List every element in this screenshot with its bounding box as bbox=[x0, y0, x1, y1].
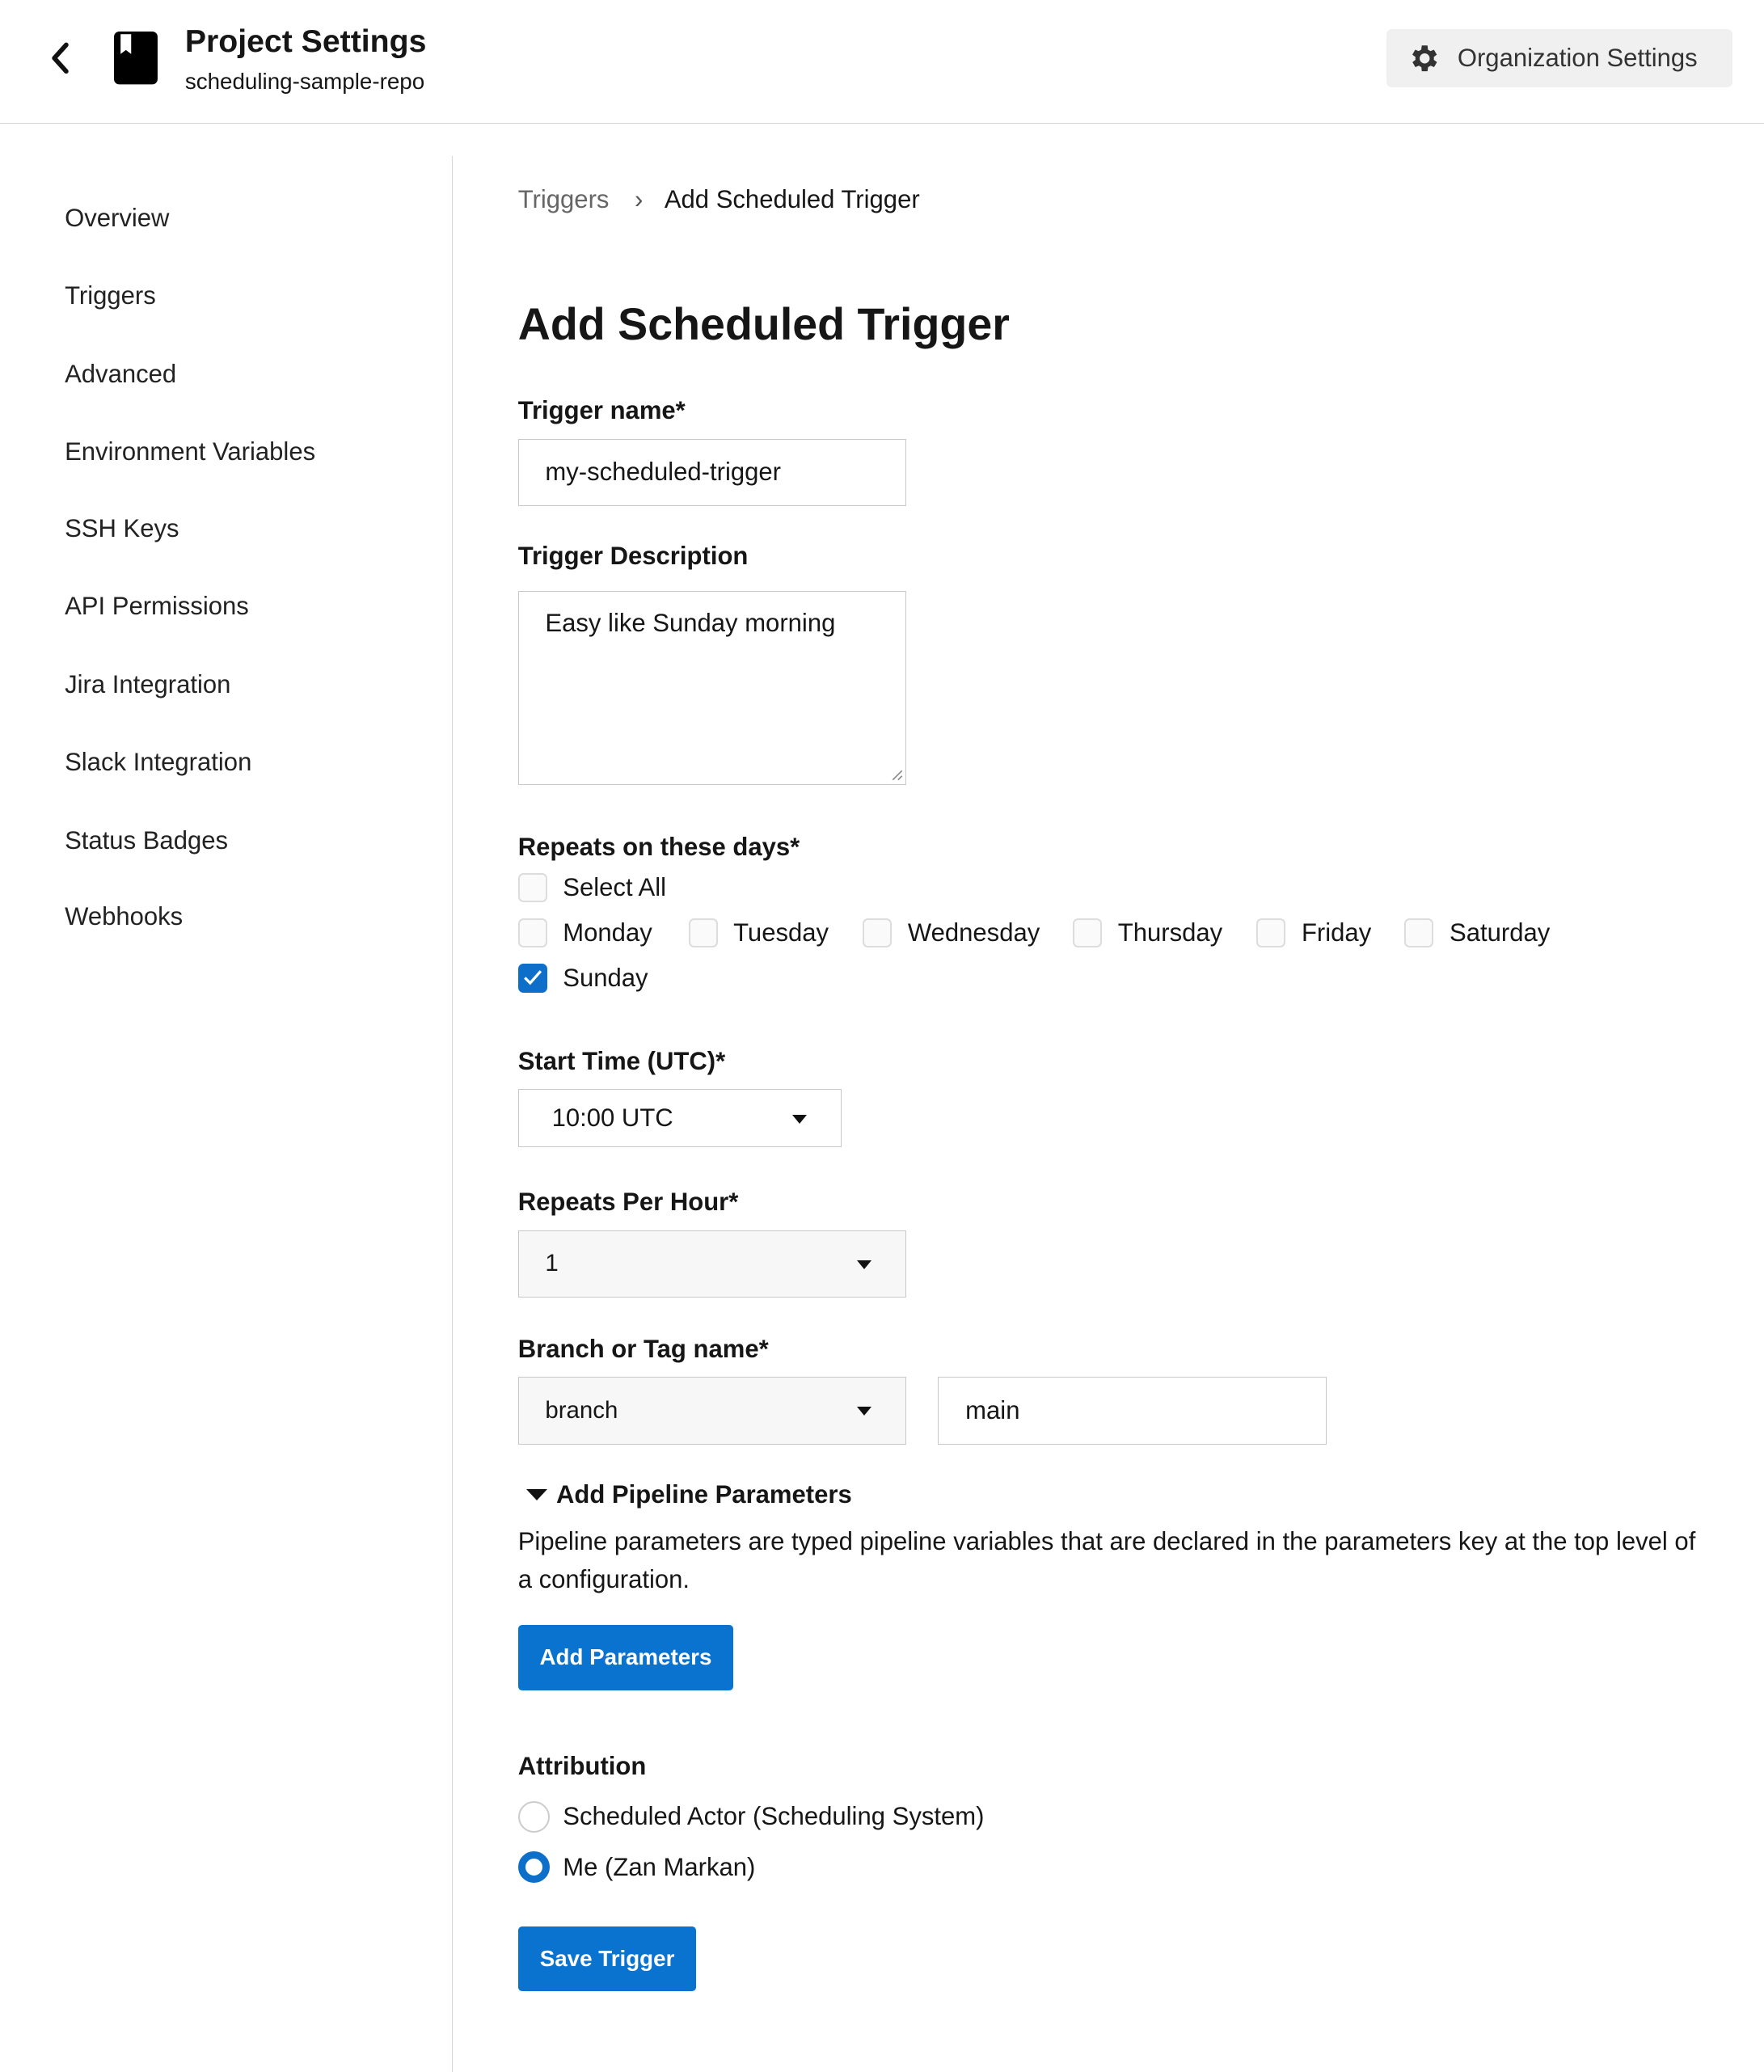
checkmark-icon bbox=[518, 964, 547, 993]
breadcrumb bbox=[518, 185, 920, 214]
repeats-per-hour-select[interactable] bbox=[518, 1230, 907, 1298]
trigger-description-label: Trigger Description bbox=[517, 542, 749, 571]
radio-label: Me (Zan Markan) bbox=[563, 1852, 756, 1881]
checkbox-box bbox=[863, 918, 892, 947]
trigger-description-text: Easy like Sunday morning bbox=[545, 608, 836, 637]
pipeline-parameters-toggle[interactable] bbox=[526, 1480, 852, 1509]
start-time-label: Start Time (UTC)* bbox=[517, 1046, 726, 1075]
pipeline-parameters-description: Pipeline parameters are typed pipeline variables that are declared in the parameters key at the top level of a configuration. bbox=[517, 1526, 1696, 1594]
breadcrumb-triggers-link[interactable]: Triggers bbox=[517, 184, 610, 213]
sidebar-item-advanced[interactable]: Advanced bbox=[65, 359, 177, 388]
select-all-label: Select All bbox=[563, 873, 666, 902]
day-checkbox-monday[interactable] bbox=[518, 918, 652, 947]
sidebar-item-api-permissions[interactable]: API Permissions bbox=[65, 592, 249, 621]
day-checkbox-thursday[interactable] bbox=[1073, 918, 1222, 947]
sidebar-item-jira-integration[interactable]: Jira Integration bbox=[65, 669, 231, 698]
sidebar-item-overview[interactable]: Overview bbox=[65, 203, 170, 232]
checkbox-box bbox=[689, 918, 718, 947]
start-time-value: 10:00 UTC bbox=[551, 1103, 673, 1132]
day-label: Sunday bbox=[563, 963, 648, 992]
gear-icon bbox=[1407, 41, 1441, 75]
organization-settings-button[interactable] bbox=[1386, 29, 1732, 87]
repeats-per-hour-label: Repeats Per Hour* bbox=[517, 1188, 739, 1217]
checkbox-box bbox=[1404, 918, 1433, 947]
attribution-radio-me[interactable] bbox=[518, 1851, 756, 1883]
day-checkbox-wednesday[interactable] bbox=[863, 918, 1040, 947]
caret-down-icon bbox=[857, 1407, 871, 1416]
checkbox-box bbox=[518, 918, 547, 947]
radio-label: Scheduled Actor (Scheduling System) bbox=[563, 1802, 985, 1831]
save-trigger-button[interactable]: Save Trigger bbox=[518, 1926, 697, 1991]
day-checkbox-saturday[interactable] bbox=[1404, 918, 1550, 947]
pipeline-parameters-label: Add Pipeline Parameters bbox=[555, 1479, 852, 1509]
sidebar-item-status-badges[interactable]: Status Badges bbox=[65, 825, 229, 855]
trigger-description-textarea[interactable] bbox=[518, 591, 907, 785]
day-checkbox-friday[interactable] bbox=[1256, 918, 1371, 947]
sidebar-item-webhooks[interactable]: Webhooks bbox=[65, 902, 184, 931]
day-label: Friday bbox=[1301, 918, 1372, 947]
day-label: Saturday bbox=[1450, 918, 1551, 947]
page-title: Add Scheduled Trigger bbox=[517, 299, 1010, 350]
day-checkbox-tuesday[interactable] bbox=[689, 918, 829, 947]
branch-type-select[interactable] bbox=[518, 1377, 907, 1444]
branch-tag-label: Branch or Tag name* bbox=[517, 1334, 769, 1363]
organization-settings-label: Organization Settings bbox=[1457, 43, 1698, 72]
repo-bookmark-icon bbox=[114, 32, 158, 84]
caret-down-icon bbox=[792, 1115, 807, 1124]
select-all-checkbox[interactable] bbox=[518, 873, 666, 902]
trigger-name-label: Trigger name* bbox=[517, 396, 686, 425]
checkbox-box bbox=[518, 873, 547, 902]
header bbox=[0, 0, 1764, 124]
sidebar-item-slack-integration[interactable]: Slack Integration bbox=[65, 748, 252, 777]
resize-handle-icon[interactable] bbox=[890, 768, 903, 781]
branch-type-value: branch bbox=[545, 1396, 618, 1424]
radio-circle-selected bbox=[518, 1851, 550, 1883]
day-label: Wednesday bbox=[907, 918, 1040, 947]
start-time-select[interactable] bbox=[518, 1089, 842, 1147]
caret-down-icon bbox=[526, 1489, 547, 1500]
radio-circle bbox=[518, 1801, 550, 1833]
sidebar-item-ssh-keys[interactable]: SSH Keys bbox=[65, 513, 179, 542]
caret-down-icon bbox=[857, 1260, 871, 1269]
branch-name-input[interactable]: main bbox=[938, 1377, 1327, 1444]
breadcrumb-current: Add Scheduled Trigger bbox=[664, 184, 920, 213]
repeat-days-label: Repeats on these days* bbox=[517, 832, 800, 861]
day-label: Monday bbox=[563, 918, 652, 947]
attribution-radio-scheduled-actor[interactable] bbox=[518, 1801, 985, 1833]
attribution-label: Attribution bbox=[517, 1752, 647, 1781]
day-checkbox-sunday[interactable] bbox=[518, 964, 648, 993]
sidebar-item-triggers[interactable]: Triggers bbox=[65, 281, 156, 310]
repo-name: scheduling-sample-repo bbox=[184, 68, 425, 94]
add-parameters-button[interactable]: Add Parameters bbox=[518, 1625, 733, 1690]
checkbox-box bbox=[1256, 918, 1285, 947]
back-arrow-icon[interactable] bbox=[48, 40, 74, 77]
checkbox-box bbox=[1073, 918, 1102, 947]
sidebar-item-environment-variables[interactable]: Environment Variables bbox=[65, 437, 316, 466]
repeats-per-hour-value: 1 bbox=[545, 1250, 559, 1277]
day-label: Thursday bbox=[1117, 918, 1223, 947]
chevron-right-icon: › bbox=[634, 184, 644, 213]
day-label: Tuesday bbox=[733, 918, 829, 947]
trigger-name-input[interactable]: my-scheduled-trigger bbox=[518, 439, 907, 506]
page-header-title: Project Settings bbox=[184, 23, 427, 60]
